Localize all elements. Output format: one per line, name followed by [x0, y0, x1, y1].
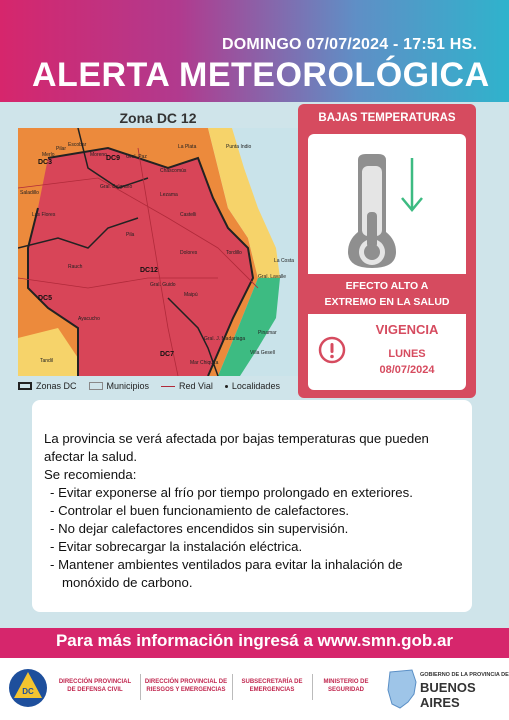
place-label: Gral. Paz	[126, 154, 147, 160]
info-panel	[32, 400, 472, 612]
place-label: Las Flores	[32, 212, 56, 218]
legend-label: Localidades	[231, 381, 280, 391]
divider	[140, 674, 141, 700]
alert-map	[18, 128, 302, 376]
place-label: Gral. Lavalle	[258, 274, 287, 280]
org-subsecretaria: SUBSECRETARÍA DE EMERGENCIAS	[241, 679, 303, 693]
logos-bar	[0, 658, 509, 720]
place-label: Chascomús	[160, 168, 187, 174]
zone-tag-dc9: DC9	[106, 155, 121, 162]
place-label: Gral. Guido	[150, 282, 176, 288]
place-label: Tandil	[40, 358, 54, 364]
place-label: Escobar	[68, 142, 87, 148]
list-item: - Evitar sobrecargar la instalación eléctrica.	[44, 538, 458, 556]
zone-tag-dc5: DC5	[38, 295, 53, 302]
zone-tag-dc3: DC3	[38, 159, 53, 166]
effect-text	[308, 274, 466, 314]
recommendation-title: Se recomienda:	[44, 467, 137, 482]
org-ministerio: MINISTERIO DE SEGURIDAD	[323, 679, 369, 693]
gov-line-1: GOBIERNO DE LA PROVINCIA DE	[420, 672, 509, 678]
list-item: - Controlar el buen funcionamiento de calefactores.	[44, 502, 458, 520]
place-label: Punta Indio	[226, 144, 252, 150]
place-label: Saladillo	[20, 190, 39, 196]
place-label: La Plata	[178, 144, 197, 150]
place-label: Tordillo	[226, 250, 242, 256]
map-panel	[16, 104, 306, 394]
org-riesgos: DIRECCIÓN PROVINCIAL DE RIESGOS Y EMERGENCIAS	[144, 679, 228, 693]
zone-boundary-icon	[18, 382, 32, 390]
locality-dot-icon	[225, 385, 228, 388]
list-item: - Mantener ambientes ventilados para evitar la inhalación de monóxido de carbono.	[44, 556, 458, 592]
zone-tag-dc12: DC12	[140, 267, 158, 274]
vigencia-title: VIGENCIA	[375, 322, 439, 337]
place-label: Mar Chiquita	[190, 360, 219, 366]
place-label: Gral. Belgrano	[100, 184, 133, 190]
municipality-boundary-icon	[89, 382, 103, 390]
effect-line-1: EFECTO ALTO A	[345, 280, 429, 292]
dc-logo-text: DC	[22, 687, 34, 696]
place-label: Pinamar	[258, 330, 277, 336]
place-label: Villa Gesell	[250, 350, 275, 356]
legend-red-vial	[161, 381, 213, 391]
legend-municipios	[89, 381, 150, 391]
thermometer-down-icon	[338, 152, 436, 272]
place-label: Merlo	[42, 152, 55, 158]
footer-link-text[interactable]: Para más información ingresá a www.smn.gob.ar	[55, 631, 454, 650]
legend-zonas	[18, 381, 77, 391]
alert-type: BAJAS TEMPERATURAS	[318, 112, 456, 124]
list-item: - No dejar calefactores encendidos sin supervisión.	[44, 520, 458, 538]
legend-label: Zonas DC	[36, 381, 77, 391]
place-label: Castelli	[180, 212, 197, 218]
alert-datetime: DOMINGO 07/07/2024 - 17:51 HS.	[222, 36, 477, 53]
vigencia-date: 08/07/2024	[379, 364, 435, 376]
list-item: - Evitar exponerse al frío por tiempo prolongado en exteriores.	[44, 484, 458, 502]
defensa-civil-logo	[8, 666, 48, 710]
zone-tag-dc7: DC7	[160, 351, 175, 358]
place-label: Pilar	[56, 146, 67, 152]
legend-label: Red Vial	[179, 381, 213, 391]
map-legend	[18, 378, 308, 394]
place-label: Moreno	[90, 152, 107, 158]
gov-line-2: BUENOS AIRES	[420, 680, 476, 710]
road-line-icon	[161, 386, 175, 387]
warning-circle-icon	[318, 336, 346, 364]
place-label: Pila	[126, 232, 135, 238]
place-label: Maipú	[184, 292, 198, 298]
divider	[312, 674, 313, 700]
legend-label: Municipios	[106, 381, 150, 391]
effect-line-2: EXTREMO EN LA SALUD	[324, 296, 450, 308]
place-label: Dolores	[180, 250, 198, 256]
place-label: Ayacucho	[78, 316, 100, 322]
vigencia-card	[308, 314, 466, 390]
place-label: Rauch	[68, 264, 83, 270]
recommendation-list	[44, 484, 458, 592]
zone-label: Zona DC 12	[119, 110, 197, 126]
page-title: ALERTA METEOROLÓGICA	[32, 56, 490, 94]
header-banner	[0, 0, 509, 102]
vigencia-day: LUNES	[388, 348, 426, 360]
legend-localidades	[225, 381, 280, 391]
footer-banner	[0, 628, 509, 658]
place-label: Lezama	[160, 192, 178, 198]
place-label: La Costa	[274, 258, 295, 264]
info-intro: La provincia se verá afectada por bajas temperaturas que pueden afectar la salud.	[44, 431, 429, 464]
buenos-aires-map-icon	[386, 668, 418, 710]
place-label: Gral. J. Madariaga	[204, 336, 246, 342]
alert-panel	[298, 104, 476, 398]
org-defensa-civil: DIRECCIÓN PROVINCIAL DE DEFENSA CIVIL	[58, 679, 132, 693]
divider	[232, 674, 233, 700]
